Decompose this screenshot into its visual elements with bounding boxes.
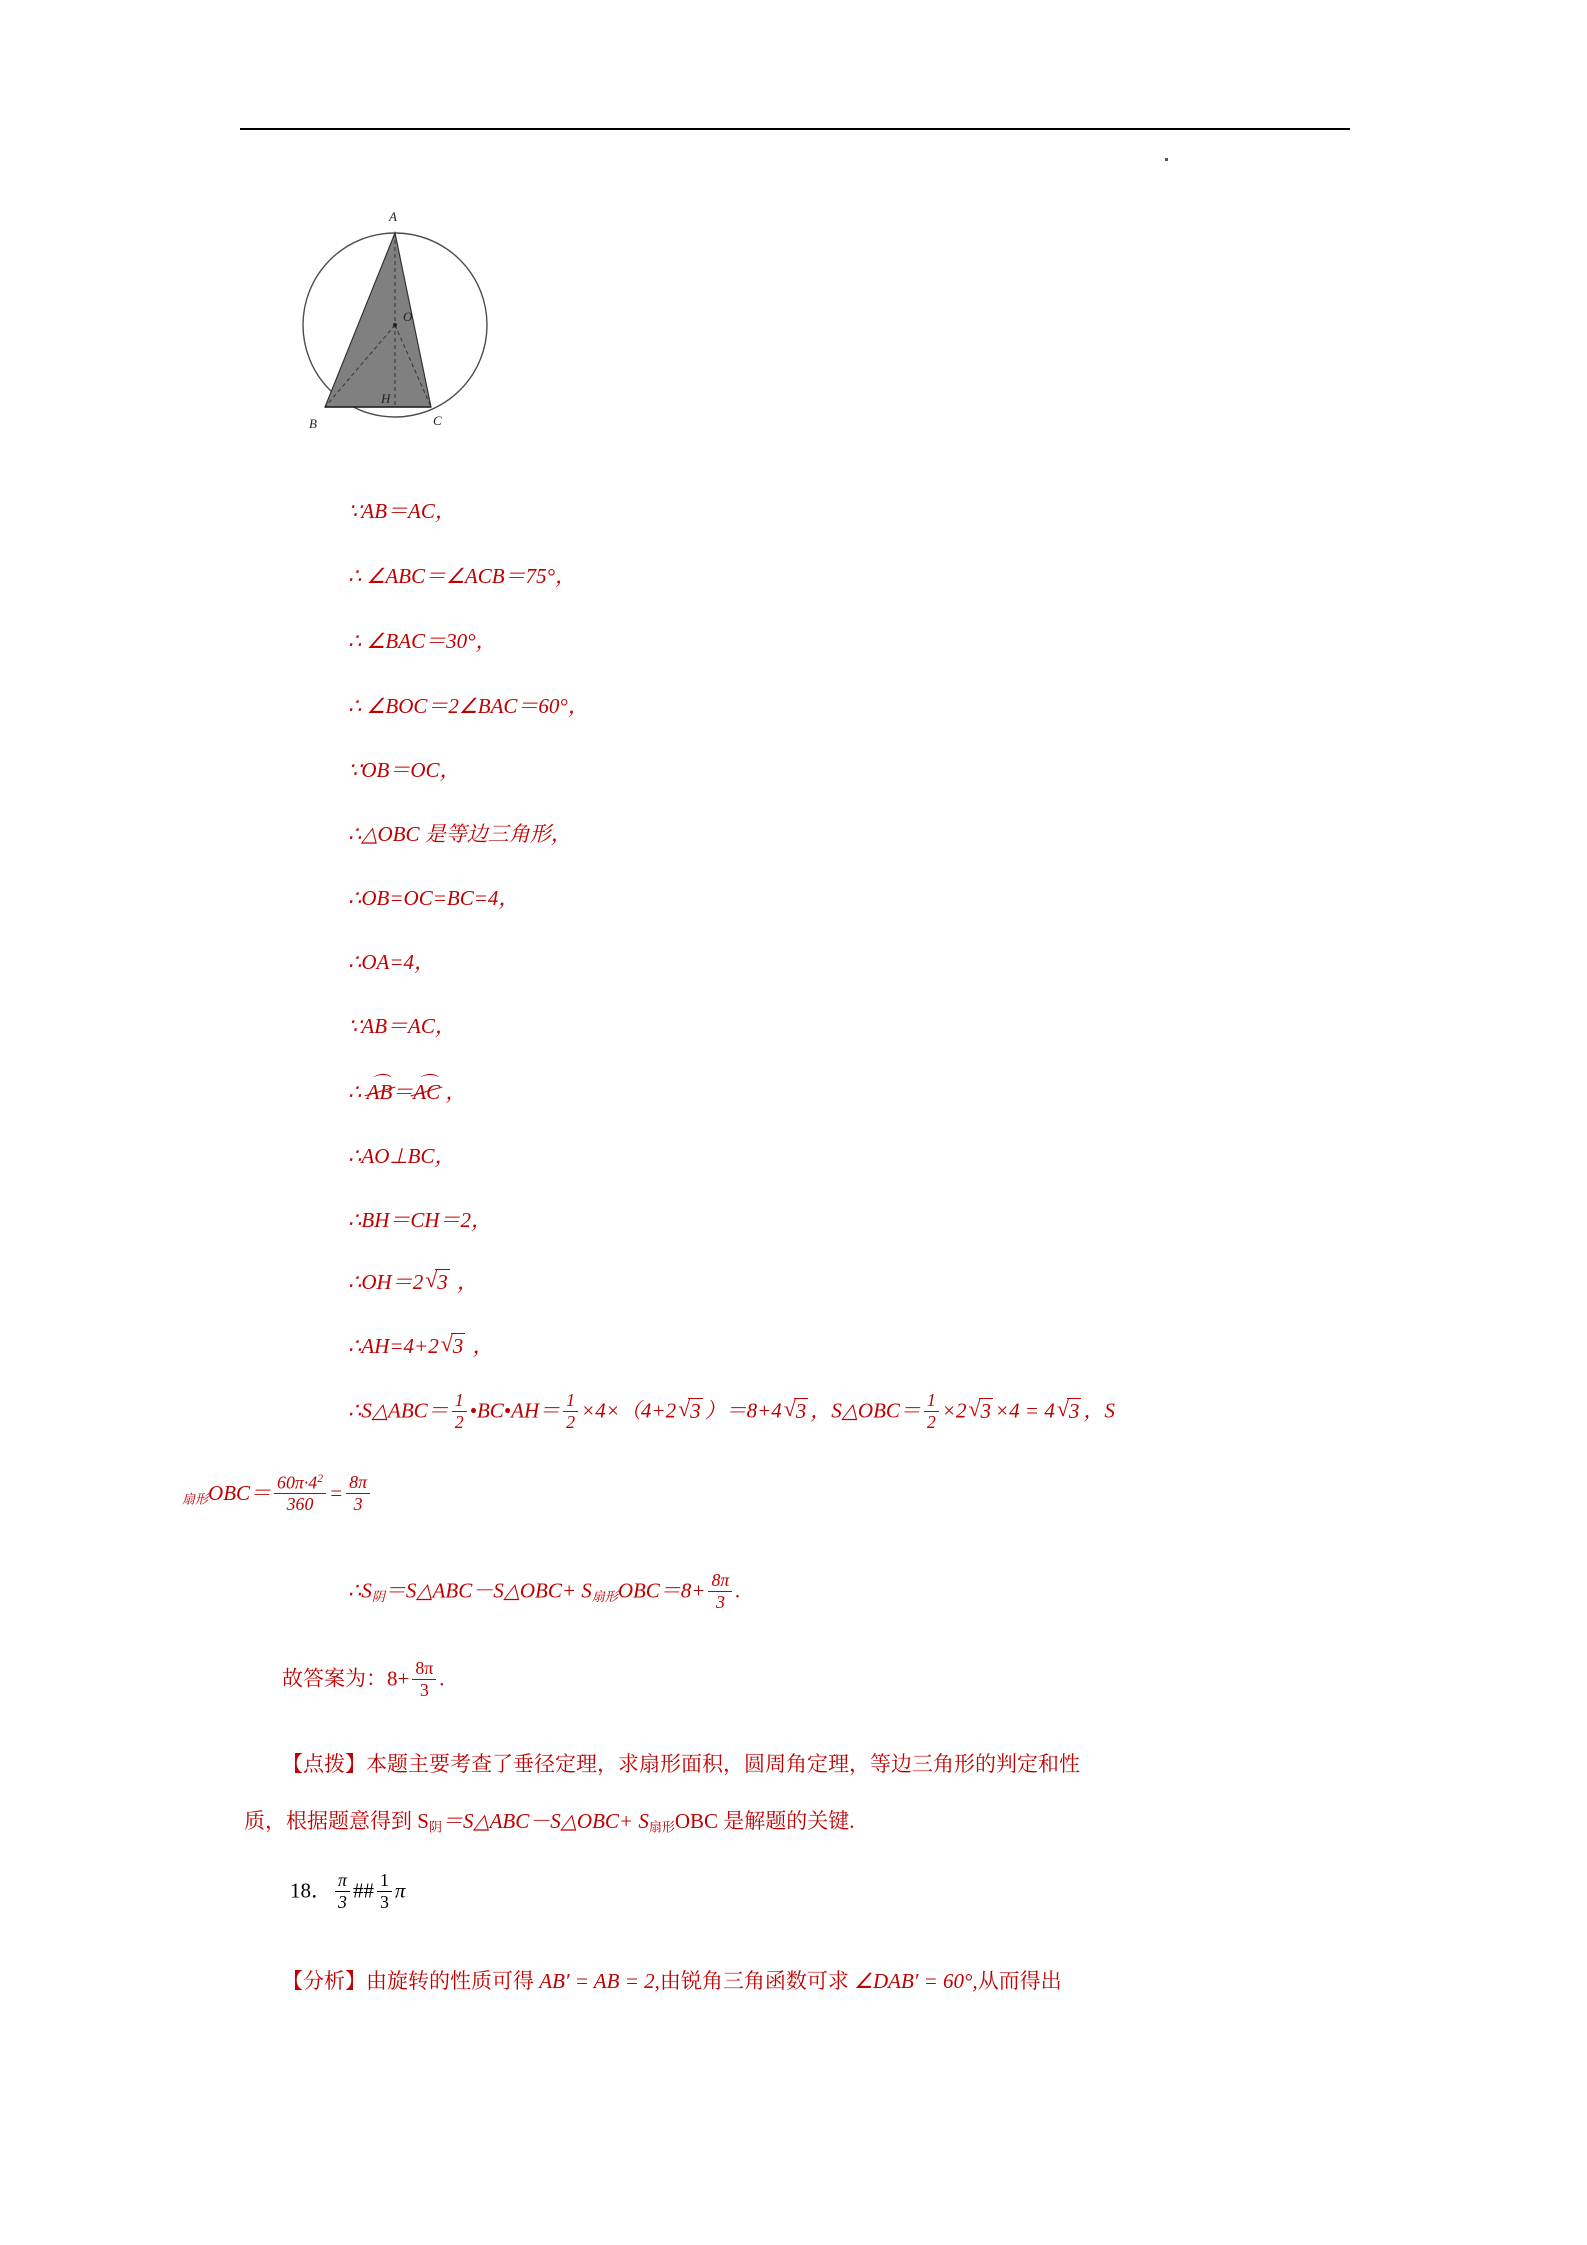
conclusion-mid-2: OBC＝8+ xyxy=(617,1578,706,1603)
answer-period: . xyxy=(439,1666,445,1691)
analysis-expr-1: AB′ = AB = 2, xyxy=(539,1969,660,1993)
conclusion-frac: $\frac{8\pi}{3}$ xyxy=(708,1570,732,1612)
proof-line-5: ∵OB＝OC， xyxy=(348,758,461,782)
proof-line-11: ∴AO⊥BC， xyxy=(348,1144,456,1168)
proof-line-4: ∴ ∠BOC＝2∠BAC＝60°， xyxy=(348,694,589,718)
area-label-2: S△OBC＝ xyxy=(831,1398,921,1423)
proof-line-9: ∵AB＝AC， xyxy=(348,1014,456,1038)
analysis-text-pre: 由旋转的性质可得 xyxy=(366,1969,540,1993)
area-sqrt-4: √ 3 xyxy=(1057,1398,1082,1424)
area-sep-1: ， xyxy=(810,1398,832,1423)
answer-value: 8+ xyxy=(387,1666,410,1691)
area-prefix: ∴S△ABC＝ xyxy=(348,1398,449,1423)
area-mid-4: ×2 xyxy=(941,1398,967,1423)
sector-name: OBC＝ xyxy=(208,1481,272,1506)
figure-label-c: C xyxy=(433,413,442,428)
conclusion-sub-2: 扇形 xyxy=(591,1588,618,1604)
hint-sub-2: 扇形 xyxy=(648,1819,675,1835)
sector-frac-2: $\frac{8\pi}{3}$ xyxy=(346,1472,370,1514)
area-mid-3: ）＝8+4 xyxy=(704,1398,782,1423)
answer-frac: $\frac{8\pi}{3}$ xyxy=(412,1658,436,1700)
hint-text-2-pre: 质，根据题意得到 S xyxy=(244,1809,429,1833)
item-18 xyxy=(290,1870,405,1912)
sector-frac-1: $\frac{60\pi\cdot 4^2}{360}$ xyxy=(274,1472,326,1514)
area-mid-1: •BC•AH＝ xyxy=(469,1398,561,1423)
proof-line-1: ∵AB＝AC， xyxy=(348,499,456,523)
item-18-sep: ## xyxy=(352,1878,374,1903)
proof-line-7: ∴OB=OC=BC=4， xyxy=(348,886,520,910)
conclusion-prefix: ∴S xyxy=(348,1578,372,1603)
proof-line-2: ∴ ∠ABC＝∠ACB＝75°， xyxy=(348,564,576,588)
item-18-number: 18． xyxy=(290,1878,332,1903)
figure-label-a: A xyxy=(389,209,397,224)
geometry-figure xyxy=(285,185,505,460)
hint-tag: 【点拨】 xyxy=(282,1752,366,1776)
hint-line-1 xyxy=(282,1748,1080,1778)
analysis-text-mid: 由锐角三角函数可求 xyxy=(659,1969,855,1993)
area-line xyxy=(348,1390,1115,1432)
hint-text-2-tail: OBC 是解题的关键. xyxy=(674,1809,855,1833)
figure-label-o: O xyxy=(403,309,413,324)
figure-label-b: B xyxy=(309,416,317,431)
area-sqrt-3: √ 3 xyxy=(969,1398,994,1424)
answer-line xyxy=(282,1658,445,1700)
answer-prefix: 故答案为： xyxy=(282,1666,387,1691)
area-sqrt-2: √ 3 xyxy=(784,1398,809,1424)
proof-line-13: ∴OH＝2 √ 3 ， xyxy=(348,1266,478,1296)
proof-line-8: ∴OA=4， xyxy=(348,950,436,974)
area-sep-2: ， xyxy=(1083,1398,1105,1423)
conclusion-line xyxy=(348,1570,741,1612)
area-frac-2: $\frac{1}{2}$ xyxy=(563,1390,578,1432)
analysis-expr-2: ∠DAB′ = 60°, xyxy=(854,1969,978,1993)
proof-line-12: ∴BH＝CH＝2， xyxy=(348,1208,493,1232)
geometry-figure-svg xyxy=(285,185,505,460)
area-sqrt-1: √ 3 xyxy=(678,1398,703,1424)
sector-equals: = xyxy=(329,1481,344,1506)
proof-line-6: ∴△OBC 是等边三角形， xyxy=(348,822,572,846)
area-frac-3: $\frac{1}{2}$ xyxy=(924,1390,939,1432)
area-frac-1: $\frac{1}{2}$ xyxy=(452,1390,467,1432)
conclusion-period: . xyxy=(735,1578,741,1603)
area-tail: S xyxy=(1104,1398,1115,1423)
hint-text-2-mid: ＝S△ABC－S△OBC+ S xyxy=(441,1809,649,1833)
analysis-line xyxy=(282,1965,1062,1995)
conclusion-mid: ＝S△ABC－S△OBC+ S xyxy=(384,1578,592,1603)
area-mid-5: ×4 = 4 xyxy=(995,1398,1055,1423)
proof-line-10: ∴ ⌒ AB＝⌒ AC ， xyxy=(348,1076,466,1106)
sector-line xyxy=(182,1472,373,1514)
hint-sub-1: 阴 xyxy=(428,1819,442,1835)
item-18-frac-1: $\frac{\pi}{3}$ xyxy=(335,1870,350,1912)
item-18-tail: π xyxy=(394,1878,406,1903)
area-mid-2: ×4×（4+2 xyxy=(581,1398,677,1423)
conclusion-sub-1: 阴 xyxy=(371,1588,385,1604)
hint-line-2 xyxy=(244,1805,855,1835)
item-18-frac-2: $\frac{1}{3}$ xyxy=(377,1870,392,1912)
analysis-text-tail: 从而得出 xyxy=(977,1969,1062,1993)
proof-line-14: ∴AH=4+2 √ 3 ， xyxy=(348,1330,493,1360)
figure-label-h: H xyxy=(381,391,391,406)
analysis-tag: 【分析】 xyxy=(282,1969,366,1993)
hint-text-1: 本题主要考查了垂径定理，求扇形面积，圆周角定理，等边三角形的判定和性 xyxy=(366,1752,1080,1776)
page-dot-marker xyxy=(1165,158,1168,161)
sector-sublabel: 扇形 xyxy=(182,1491,209,1507)
header-rule xyxy=(240,128,1350,130)
proof-line-3: ∴ ∠BAC＝30°， xyxy=(348,629,497,653)
